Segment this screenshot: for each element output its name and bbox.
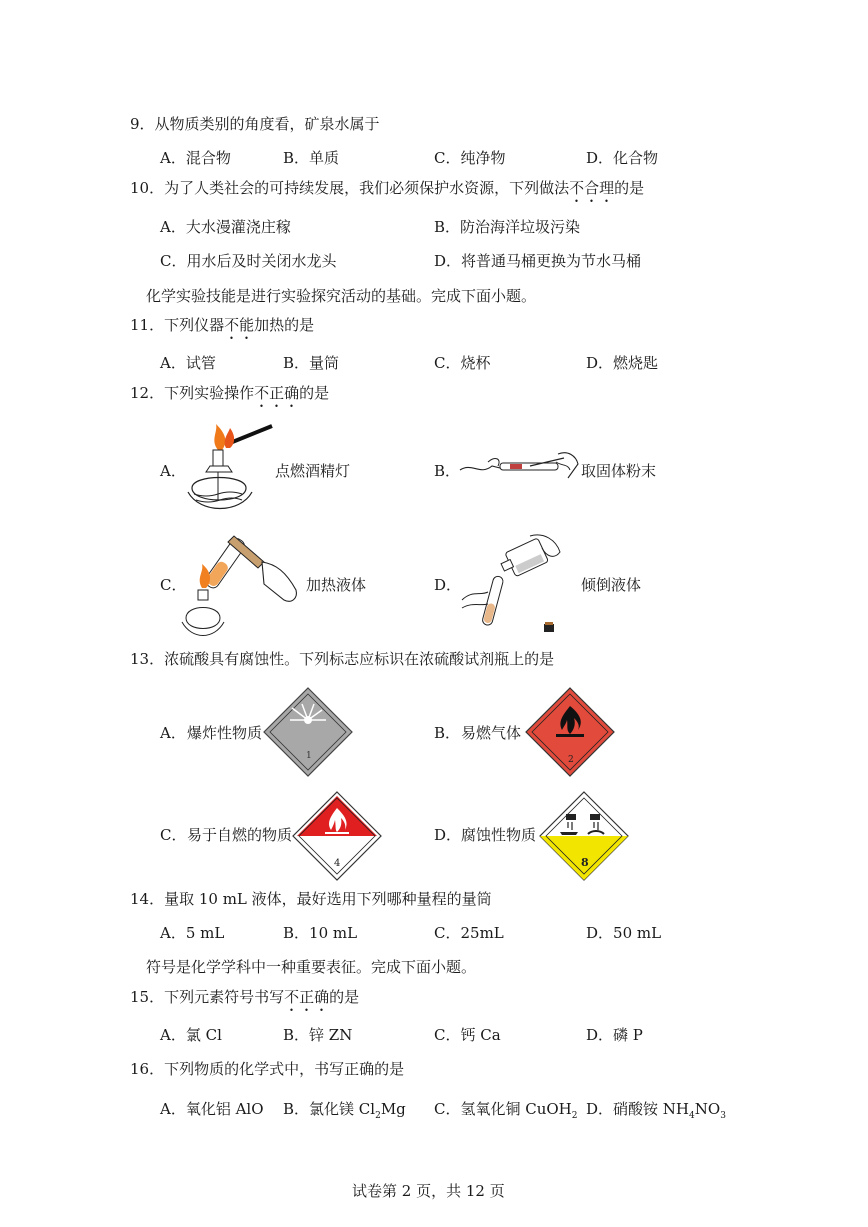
q11-option-c: C．烧杯 bbox=[434, 354, 491, 372]
alcohol-lamp-lighting-figure bbox=[180, 420, 275, 520]
q16-option-a: A．氧化铝 AlO bbox=[160, 1100, 264, 1118]
q15-option-d: D．磷 P bbox=[586, 1026, 643, 1044]
q9-option-a: A．混合物 bbox=[160, 149, 231, 167]
q12-option-d-caption: 倾倒液体 bbox=[581, 576, 642, 594]
q14-option-d: D．50 mL bbox=[586, 924, 662, 942]
q12-option-c-caption: 加热液体 bbox=[306, 576, 367, 594]
question-15-stem: 15．下列元素符号书写不正确的是 bbox=[130, 988, 360, 1006]
q10-option-a: A．大水漫灌浇庄稼 bbox=[160, 218, 291, 236]
q11-option-d: D．燃烧匙 bbox=[586, 354, 659, 372]
q13-option-c-caption: 易于自燃的物质 bbox=[187, 826, 293, 844]
spontaneous-combustion-sign bbox=[291, 790, 383, 882]
q12-option-d-letter: D． bbox=[434, 576, 462, 594]
q12-option-b-letter: B． bbox=[434, 462, 461, 480]
question-16-stem: 16．下列物质的化学式中，书写正确的是 bbox=[130, 1060, 405, 1078]
q12-option-b-caption: 取固体粉末 bbox=[581, 462, 657, 480]
pouring-liquid-figure bbox=[458, 530, 568, 638]
q16-option-d: D．硝酸铵 $NH_4NO_3$ bbox=[586, 1100, 726, 1121]
q12-option-c-letter: C． bbox=[160, 576, 187, 594]
q12-option-a-letter: A． bbox=[160, 462, 186, 480]
q16-option-b: B．氯化镁 $Cl_2Mg$ bbox=[283, 1100, 406, 1121]
q10-option-d: D．将普通马桶更换为节水马桶 bbox=[434, 252, 642, 270]
q13-option-c-letter: C． bbox=[160, 826, 187, 844]
q13-option-b-letter: B． bbox=[434, 724, 461, 742]
flammable-gas-sign bbox=[524, 686, 616, 778]
question-12-stem: 12．下列实验操作不正确的是 bbox=[130, 384, 330, 402]
q10-option-b: B．防治海洋垃圾污染 bbox=[434, 218, 581, 236]
q11-option-a: A．试管 bbox=[160, 354, 216, 372]
q13-option-d-caption: 腐蚀性物质 bbox=[461, 826, 537, 844]
q12-option-a-caption: 点燃酒精灯 bbox=[275, 462, 351, 480]
sign-number: 4 bbox=[334, 858, 341, 869]
emphasis: 不正确 bbox=[254, 384, 300, 402]
emphasis: 不正确 bbox=[284, 988, 330, 1006]
q10-option-c: C．用水后及时关闭水龙头 bbox=[160, 252, 337, 270]
q16-option-c: C．氢氧化铜 CuOH$_2$ bbox=[434, 1100, 578, 1121]
question-9-stem: 9．从物质类别的角度看，矿泉水属于 bbox=[130, 115, 380, 133]
q15-option-a: A．氯 Cl bbox=[160, 1026, 222, 1044]
q15-option-c: C．钙 Ca bbox=[434, 1026, 501, 1044]
sign-number: 2 bbox=[568, 755, 574, 765]
q13-option-a-letter: A． bbox=[160, 724, 186, 742]
emphasis: 不合理 bbox=[569, 179, 615, 197]
section-intro-2: 符号是化学学科中一种重要表征。完成下面小题。 bbox=[146, 958, 477, 976]
question-13-stem: 13．浓硫酸具有腐蚀性。下列标志应标识在浓硫酸试剂瓶上的是 bbox=[130, 650, 555, 668]
question-10-stem: 10．为了人类社会的可持续发展，我们必须保护水资源，下列做法不合理的是 bbox=[130, 179, 645, 197]
sign-number: 8 bbox=[581, 856, 589, 869]
taking-solid-powder-figure bbox=[458, 448, 580, 488]
q13-option-d-letter: D． bbox=[434, 826, 462, 844]
corrosive-substance-sign bbox=[538, 790, 630, 882]
q14-option-c: C．25mL bbox=[434, 924, 504, 942]
q13-option-b-caption: 易燃气体 bbox=[461, 724, 522, 742]
q11-option-b: B．量筒 bbox=[283, 354, 340, 372]
question-11-stem: 11．下列仪器不能加热的是 bbox=[130, 316, 315, 334]
q15-option-b: B．锌 ZN bbox=[283, 1026, 353, 1044]
q14-option-a: A．5 mL bbox=[160, 924, 225, 942]
q14-option-b: B．10 mL bbox=[283, 924, 358, 942]
explosive-hazard-sign bbox=[262, 686, 354, 778]
section-intro-1: 化学实验技能是进行实验探究活动的基础。完成下面小题。 bbox=[146, 287, 537, 305]
q9-option-b: B．单质 bbox=[283, 149, 340, 167]
q9-option-c: C．纯净物 bbox=[434, 149, 506, 167]
heating-liquid-figure bbox=[180, 532, 305, 642]
emphasis: 不能 bbox=[224, 316, 255, 334]
q9-option-d: D．化合物 bbox=[586, 149, 659, 167]
page-footer: 试卷第 2 页，共 12 页 bbox=[352, 1182, 505, 1200]
sign-number: 1 bbox=[306, 751, 312, 761]
q13-option-a-caption: 爆炸性物质 bbox=[187, 724, 263, 742]
question-14-stem: 14．量取 10 mL 液体，最好选用下列哪种量程的量筒 bbox=[130, 890, 492, 908]
